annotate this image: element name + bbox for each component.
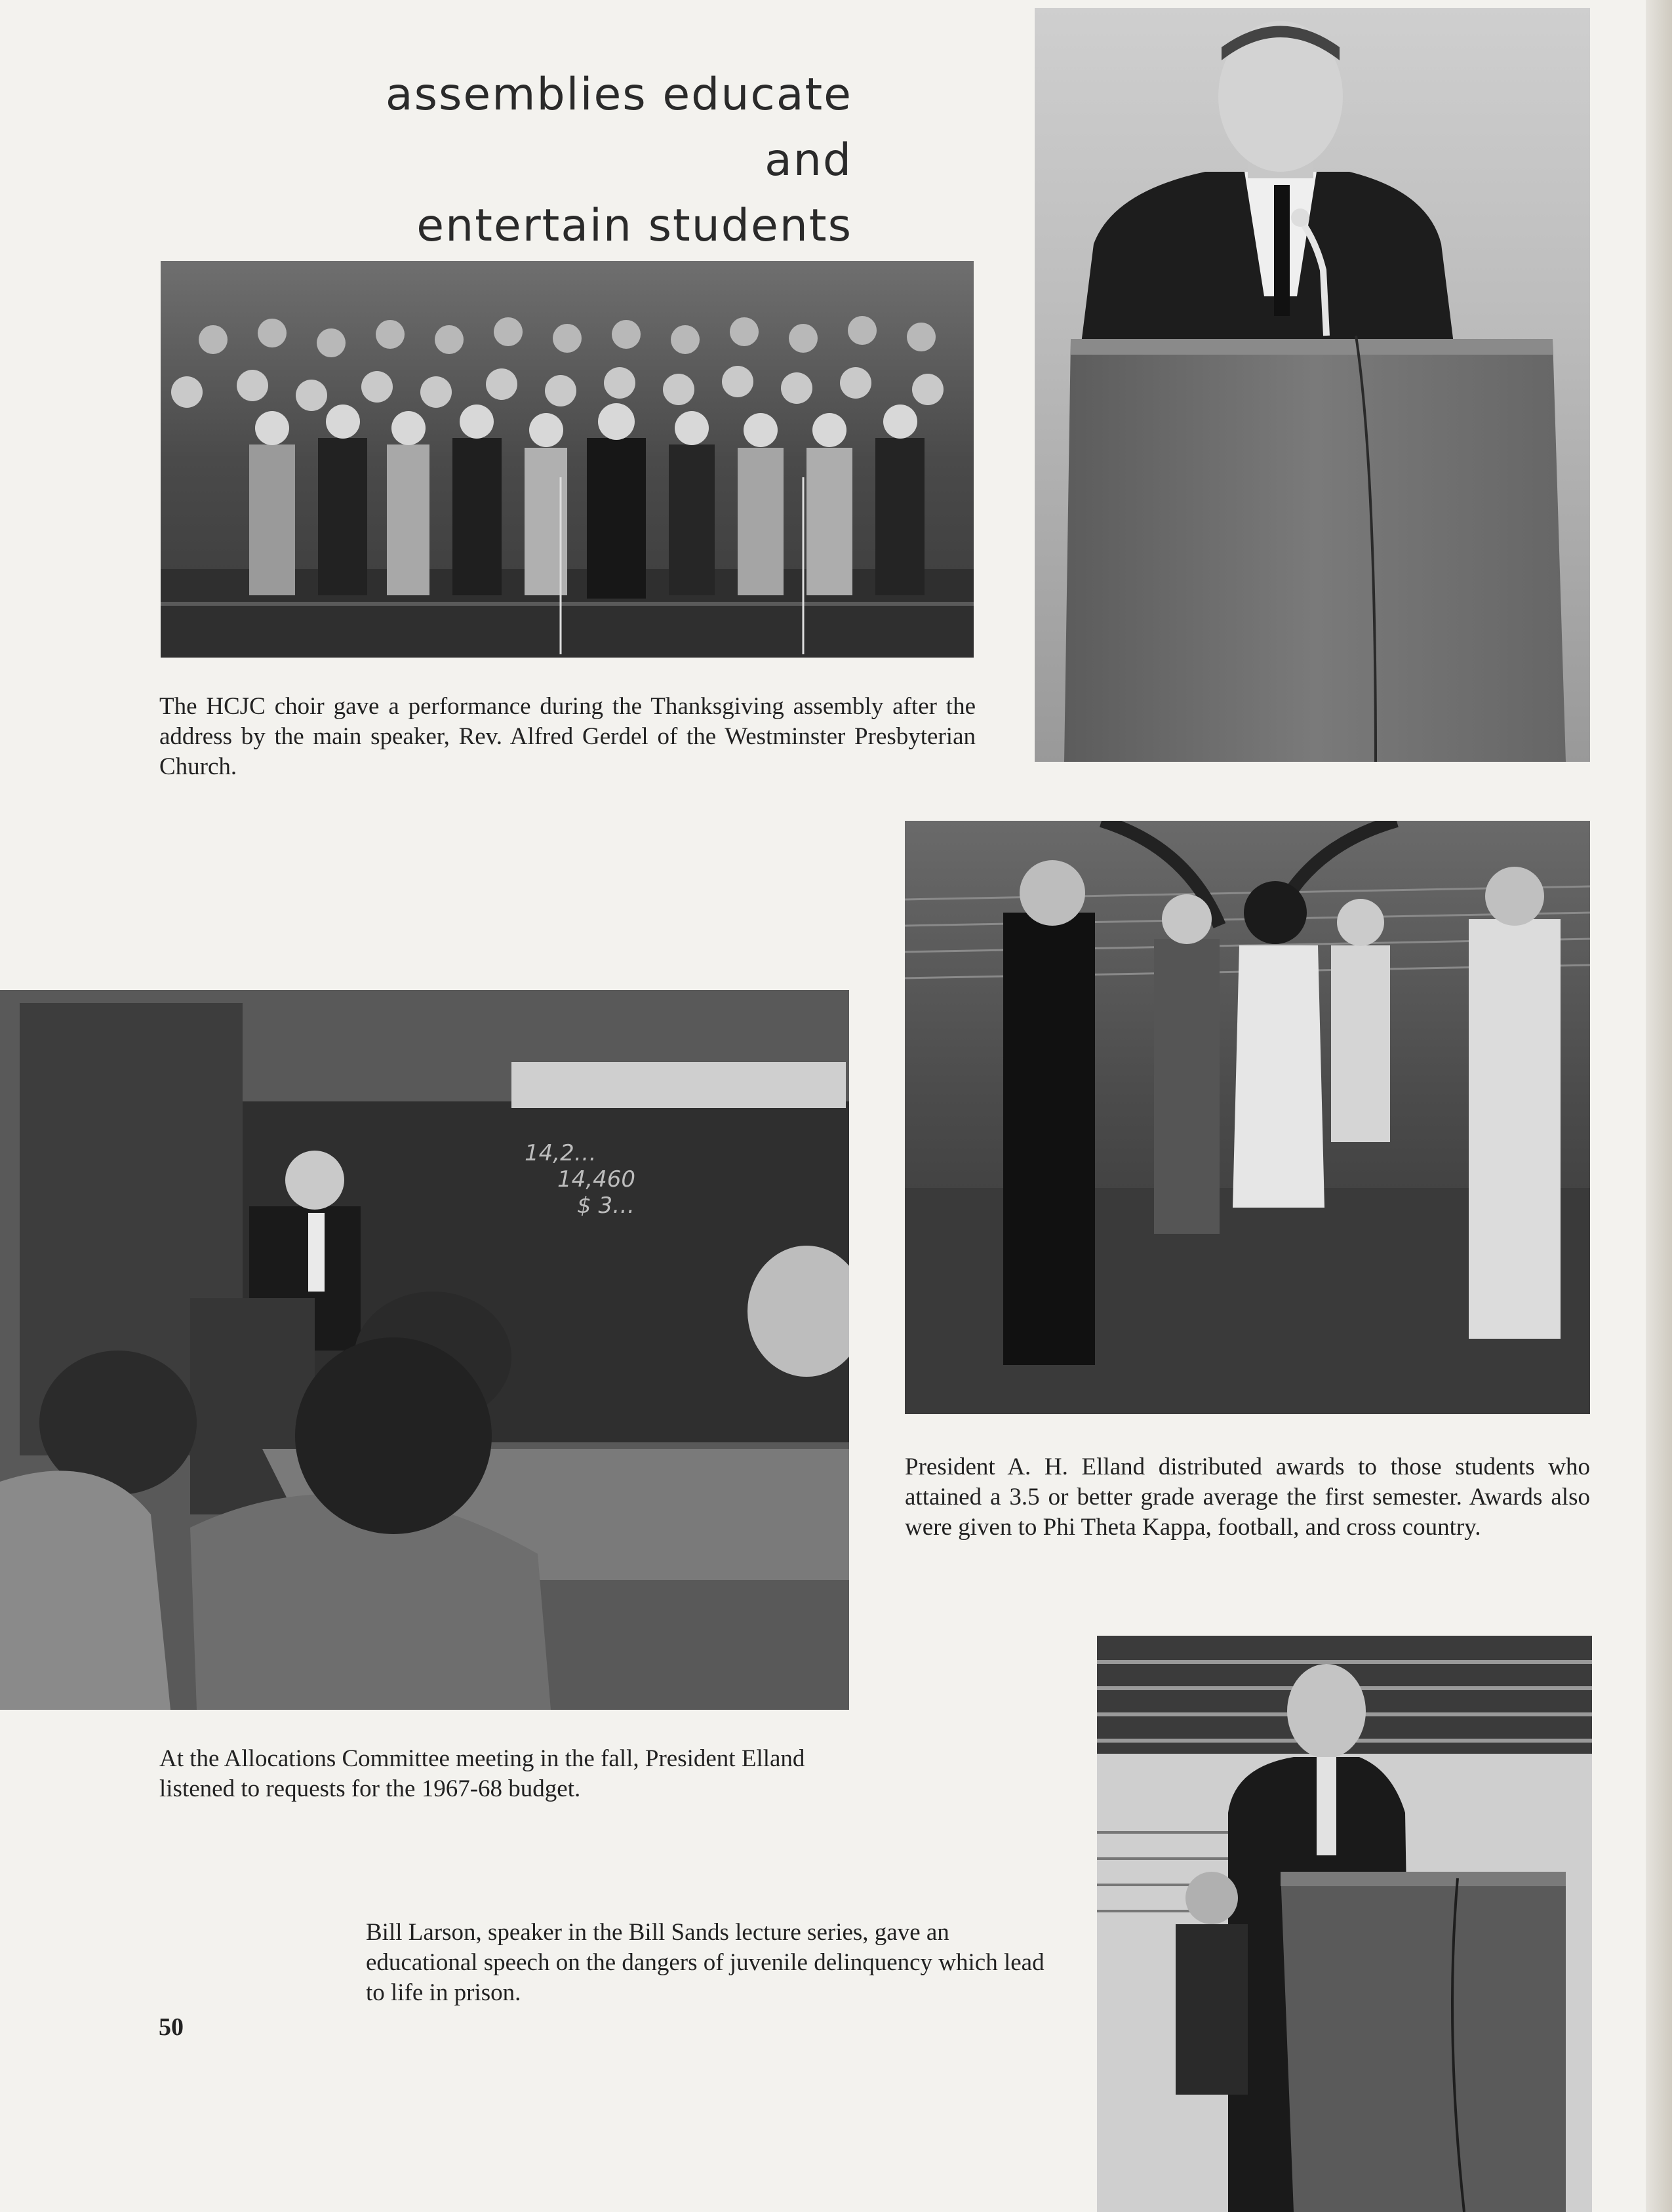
choir-photo <box>161 261 974 658</box>
title-line-2: entertain students <box>416 200 852 252</box>
blackboard-line-2: 14,460 <box>557 1166 635 1193</box>
choir-caption: The HCJC choir gave a performance during the Thanksgiving assembly after the address by the main speaker, Rev. Alfred Gerdel of the Westminster Presbyterian Church. <box>159 693 976 780</box>
blackboard-line-1: 14,2… <box>525 1140 597 1166</box>
allocations-committee-photo <box>0 990 849 1710</box>
committee-caption: At the Allocations Committee meeting in the fall, President Elland listened to requests for the 1967-68 budget. <box>159 1745 805 1802</box>
page-edge-shadow <box>1646 0 1672 2212</box>
awards-caption: President A. H. Elland distributed awards to those students who attained a 3.5 or better grade average the first semester. Awards also were given to Phi Theta Kappa, football, and cross country. <box>905 1453 1590 1541</box>
speaker-podium-photo <box>1035 8 1590 762</box>
page-title <box>308 62 852 259</box>
bill-larson-photo <box>1097 1636 1592 2212</box>
awards-ceremony-photo <box>905 821 1590 1414</box>
title-line-1: assemblies educate and <box>385 69 852 186</box>
blackboard-line-3: $ 3… <box>577 1193 635 1219</box>
page-number: 50 <box>159 2013 184 2041</box>
larson-caption: Bill Larson, speaker in the Bill Sands lecture series, gave an educational speech on the dangers of juvenile delinquency which lead to life in prison. <box>366 1919 1045 2006</box>
